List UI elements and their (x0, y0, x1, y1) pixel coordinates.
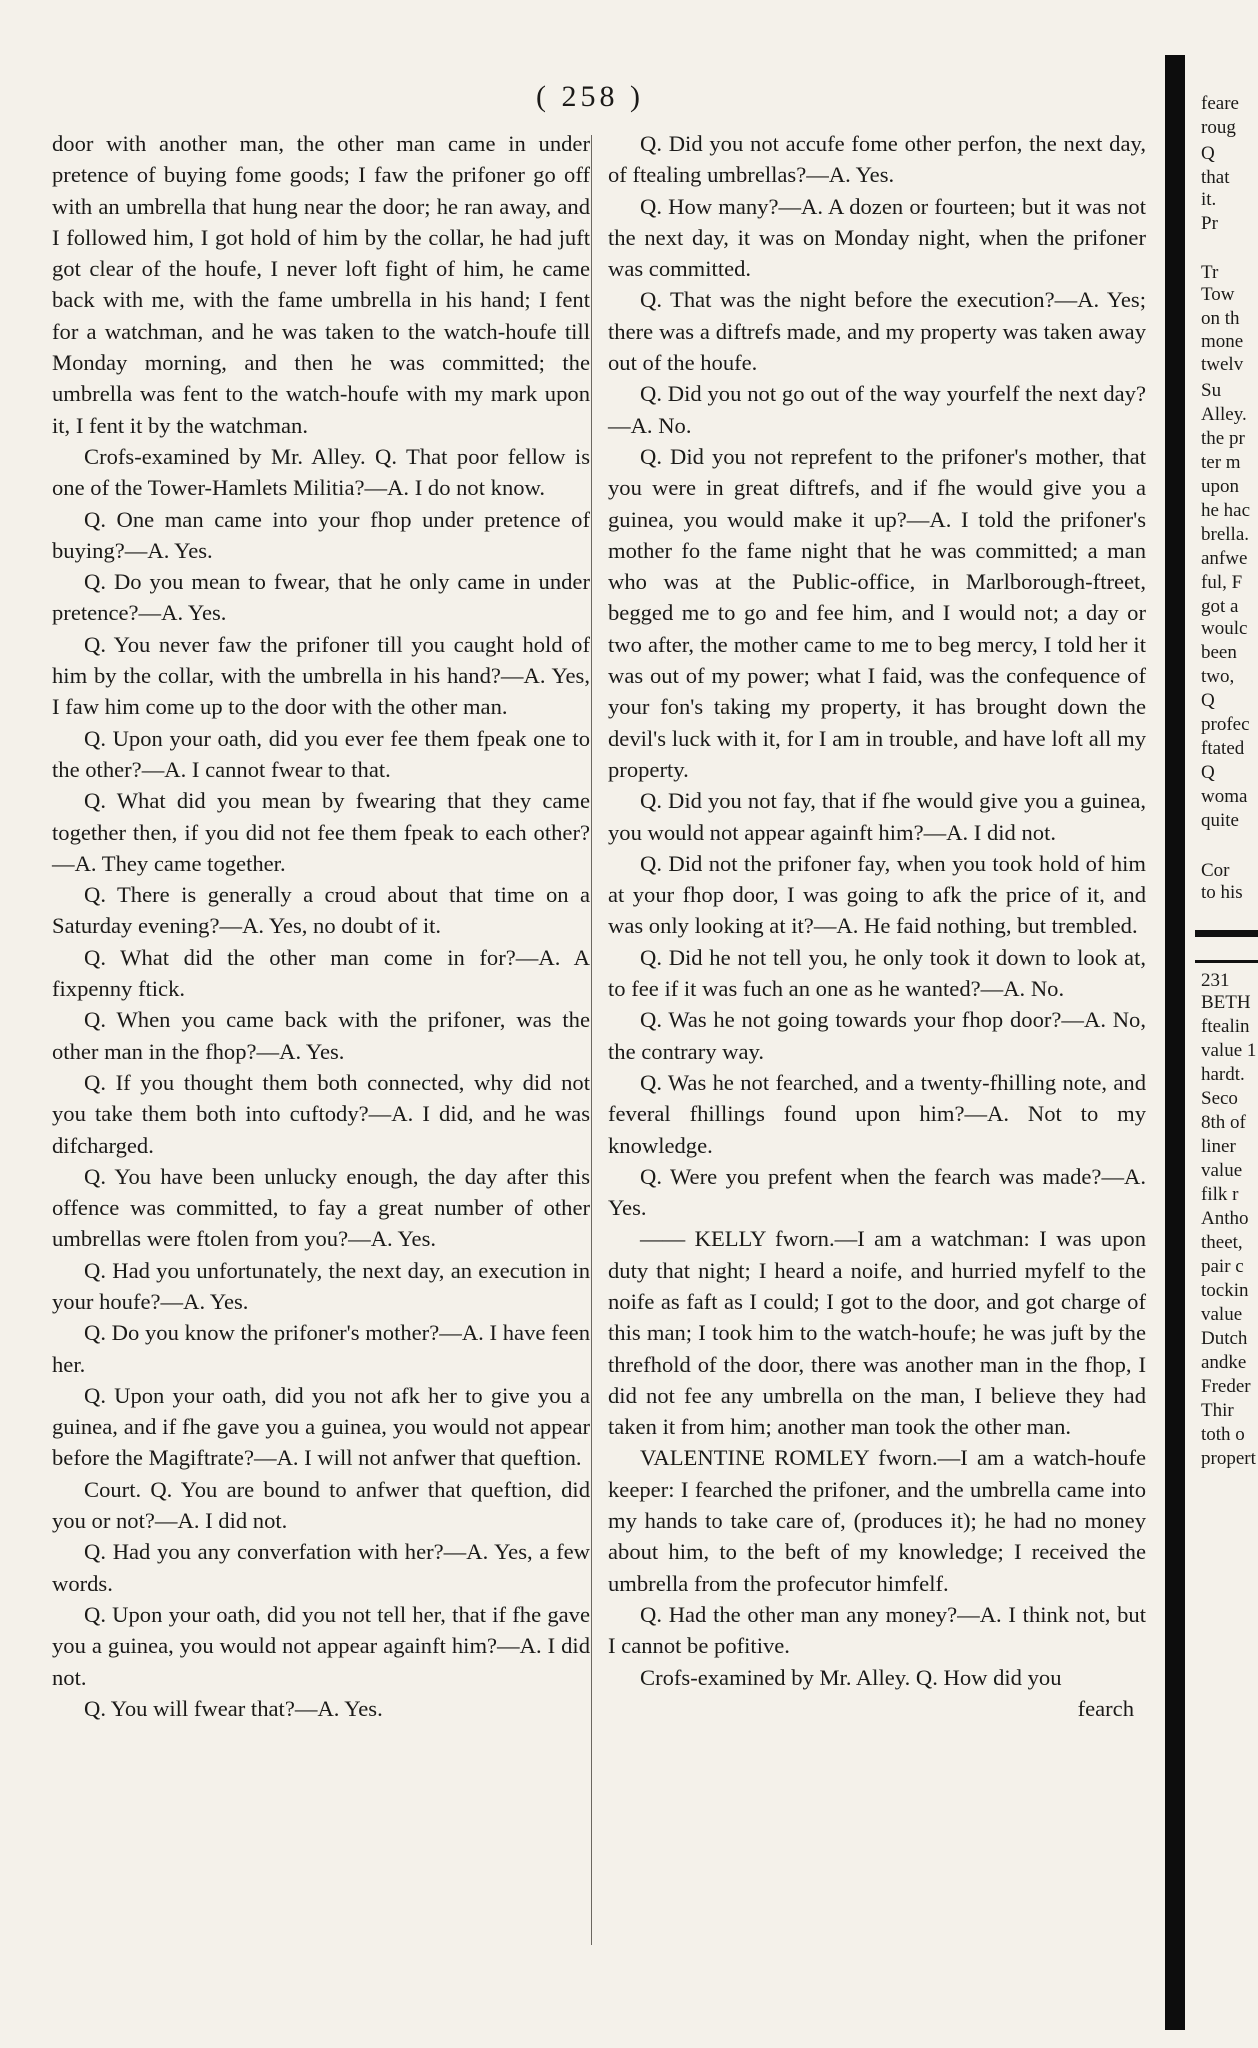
paragraph: Q. If you thought them both connected, why did not you take them both into cuftody?—A. I did, and he was difcharged. (52, 1069, 590, 1158)
paragraph: Q. How many?—A. A dozen or fourteen; but it was not the next day, it was on Monday night, when the prifoner was committed. (608, 193, 1146, 282)
paragraph: Q. Had the other man any money?—A. I think not, but I cannot be pofitive. (608, 1601, 1146, 1659)
facing-page-text: Alley. (1201, 404, 1247, 425)
facing-page-text: pair c (1201, 1256, 1244, 1277)
paragraph: Q. Do you know the prifoner's mother?—A. I have feen her. (52, 1320, 590, 1377)
facing-page-text: tockin (1201, 1280, 1249, 1301)
facing-page-text: Cor (1201, 860, 1230, 881)
facing-page-text: hardt. (1201, 1064, 1245, 1085)
facing-page-text: 231 (1201, 970, 1230, 991)
paragraph: Q. Did you not go out of the way yourfelf the next day?—A. No. (608, 381, 1146, 438)
facing-page-text: woma (1201, 786, 1248, 807)
paragraph: Q. What did you mean by fwearing that they came together then, if you did not fee them fpeak to each other?—A. They came together. (52, 788, 590, 876)
facing-page-text: mone (1201, 331, 1244, 352)
facing-page-text: Freder (1201, 1376, 1251, 1397)
facing-page-text: it. (1201, 189, 1217, 210)
facing-page-text: Su (1201, 380, 1222, 401)
paragraph: Q. Were you prefent when the fearch was made?—A. Yes. (608, 1163, 1146, 1221)
facing-page-text: he hac (1201, 500, 1251, 521)
facing-page-rule (1195, 930, 1258, 937)
middle-text-column (608, 128, 1146, 1724)
facing-page-text: twelv (1201, 354, 1244, 375)
paragraph: Q. Did not the prifoner fay, when you took hold of him at your fhop door, I was going to afk the price of it, and was only looking at it?—A. He faid nothing, but trembled. (608, 850, 1146, 939)
facing-page-text: value 1 (1201, 1040, 1257, 1061)
facing-page-text: feare (1201, 93, 1239, 114)
facing-page-text: on th (1201, 308, 1240, 329)
paragraph: VALENTINE ROMLEY fworn.—I am a watch-houfe keeper: I fearched the prifoner, and the umbrella came into my hands to take care of, (produces it); he had no money about him, to the beft of my knowledge; I received the umbrella from the profecutor himfelf. (608, 1445, 1146, 1596)
paragraph: door with another man, the other man came in under pretence of buying fome goods; I faw the prifoner go off with an umbrella that hung near the door; he ran away, and I followed him, I got hold of him by the collar, he had juft got clear of the houfe, I never loft fight of him, he came back with me, with the fame umbrella in his hand; I fent for a watchman, and he was taken to the watch-houfe till Monday morning, and then he was committed; the umbrella was fent to the watch-houfe with my mark upon it, I fent it by the watchman. (52, 131, 590, 438)
paragraph: Q. Upon your oath, did you not afk her to give you a guinea, and if fhe gave you a guinea, you would not appear before the Magiftrate?—A. I will not anfwer that queftion. (52, 1382, 590, 1471)
paragraph: Q. You have been unlucky enough, the day after this offence was committed, to fay a great number of other umbrellas were ftolen from you?—A. Yes. (52, 1163, 590, 1252)
facing-page-text: Q (1201, 762, 1215, 783)
paragraph: Q. Upon your oath, did you ever fee them fpeak one to the other?—A. I cannot fwear to that. (52, 725, 590, 782)
column-divider (591, 135, 592, 1945)
facing-page-text: Seco (1201, 1088, 1238, 1109)
paragraph: Q. Was he not going towards your fhop door?—A. No, the contrary way. (608, 1007, 1146, 1064)
facing-page-text: ftated (1201, 738, 1245, 759)
facing-page-text: theet, (1201, 1232, 1243, 1253)
facing-page-text: andke (1201, 1352, 1247, 1373)
paragraph: Q. Did you not accufe fome other perfon, the next day, of ftealing umbrellas?—A. Yes. (608, 131, 1146, 188)
facing-page-text: value (1201, 1160, 1243, 1181)
facing-page-text: filk r (1201, 1184, 1239, 1205)
facing-page-text: ter m (1201, 452, 1241, 473)
facing-page-text: woulc (1201, 618, 1248, 639)
paragraph: Q. You never faw the prifoner till you caught hold of him by the collar, with the umbrella in his hand?—A. Yes, I faw him come up to the door with the other man. (52, 631, 590, 720)
facing-page-text: Antho (1201, 1208, 1249, 1229)
facing-page-text: liner (1201, 1136, 1236, 1157)
facing-page-text: been (1201, 642, 1237, 663)
paragraph: Q. Upon your oath, did you not tell her, that if fhe gave you a guinea, you would not appear againft him?—A. I did not. (52, 1601, 590, 1690)
facing-page-text: to his (1201, 882, 1243, 903)
paragraph: Q. Did you not reprefent to the prifoner's mother, that you were in great diftrefs, and if fhe would give you a guinea, you would make it up?—A. I told the prifoner's mother fo the fame night that he was committed; a man who was at the Public-office, in Marlborough-ftreet, begged me to go and fee him, and I would not; a day or two after, the mother came to me to beg mercy, I told her it was out of my power; what I faid, was the confequence of your fon's taking my property, it has brought down the devil's luck with it, for I am in trouble, and have loft all my property. (608, 443, 1146, 782)
facing-page-text: upon (1201, 476, 1239, 497)
paragraph: Q. Did he not tell you, he only took it down to look at, to fee if it was fuch an one as he wanted?—A. No. (608, 944, 1146, 1002)
facing-page-text: roug (1201, 117, 1236, 138)
book-gutter-shadow (1165, 55, 1185, 2030)
facing-page-text: Thir (1201, 1400, 1234, 1421)
facing-page-text: BETH (1201, 992, 1251, 1013)
paragraph: Q. Was he not fearched, and a twenty-fhilling note, and feveral fhillings found upon him?—A. Not to my knowledge. (608, 1069, 1146, 1158)
paragraph: Q. Do you mean to fwear, that he only came in under pretence?—A. Yes. (52, 569, 590, 626)
paragraph: Q. When you came back with the prifoner, was the other man in the fhop?—A. Yes. (52, 1007, 590, 1064)
paragraph: Court. Q. You are bound to anfwer that queftion, did you or not?—A. I did not. (52, 1476, 590, 1534)
paragraph: Q. What did the other man come in for?—A. A fixpenny ftick. (52, 944, 590, 1002)
facing-page-fragment (1195, 0, 1258, 2048)
facing-page-text: 8th of (1201, 1112, 1246, 1133)
facing-page-text: value (1201, 1304, 1243, 1325)
paragraph: Q. Had you unfortunately, the next day, an execution in your houfe?—A. Yes. (52, 1257, 590, 1314)
paragraph: fearch (1077, 1695, 1134, 1721)
facing-page-text: Tow (1201, 284, 1235, 305)
paragraph: Q. There is generally a croud about that time on a Saturday evening?—A. Yes, no doubt of it. (52, 882, 590, 939)
facing-page-text: brella. (1201, 524, 1250, 545)
paragraph: Q. Had you any converfation with her?—A. Yes, a few words. (52, 1539, 590, 1596)
facing-page-text: profec (1201, 714, 1250, 735)
paragraph: Q. One man came into your fhop under pretence of buying?—A. Yes. (52, 506, 590, 563)
paragraph: Crofs-examined by Mr. Alley. Q. How did you (640, 1664, 1062, 1690)
facing-page-text: that (1201, 167, 1230, 188)
page-number: ( 258 ) (536, 80, 644, 113)
left-text-column (52, 128, 590, 1724)
facing-page-text: ftealin (1201, 1016, 1250, 1037)
paragraph: Q. You will fwear that?—A. Yes. (84, 1695, 383, 1721)
facing-page-text: ful, F (1201, 572, 1243, 593)
facing-page-text: Tr (1201, 262, 1219, 283)
facing-page-text: the pr (1201, 428, 1245, 449)
facing-page-text: Dutch (1201, 1328, 1248, 1349)
facing-page-text: propert (1201, 1448, 1256, 1469)
facing-page-text: Pr (1201, 213, 1218, 234)
facing-page-text: Q (1201, 143, 1215, 164)
facing-page-rule (1195, 960, 1258, 963)
paragraph: Q. That was the night before the execution?—A. Yes; there was a diftrefs made, and my property was taken away out of the houfe. (608, 287, 1146, 376)
facing-page-text: two, (1201, 666, 1235, 687)
facing-page-text: Q (1201, 690, 1215, 711)
facing-page-text: got a (1201, 596, 1239, 617)
paragraph: —— KELLY fworn.—I am a watchman: I was upon duty that night; I heard a noife, and hurried myfelf to the noife as faft as I could; I got to the door, and got charge of this man; I took him to the watch-houfe; he was juft by the threfhold of the door, there was another man in the fhop, I did not fee any umbrella on the man, I believe they had taken it from him; another man took the other man. (608, 1226, 1146, 1440)
paragraph: Q. Did you not fay, that if fhe would give you a guinea, you would not appear againft him?—A. I did not. (608, 788, 1146, 845)
paragraph: Crofs-examined by Mr. Alley. Q. That poor fellow is one of the Tower-Hamlets Militia?—A. I do not know. (52, 443, 590, 501)
facing-page-text: anfwe (1201, 548, 1248, 569)
facing-page-text: quite (1201, 810, 1239, 831)
facing-page-text: toth o (1201, 1424, 1245, 1445)
